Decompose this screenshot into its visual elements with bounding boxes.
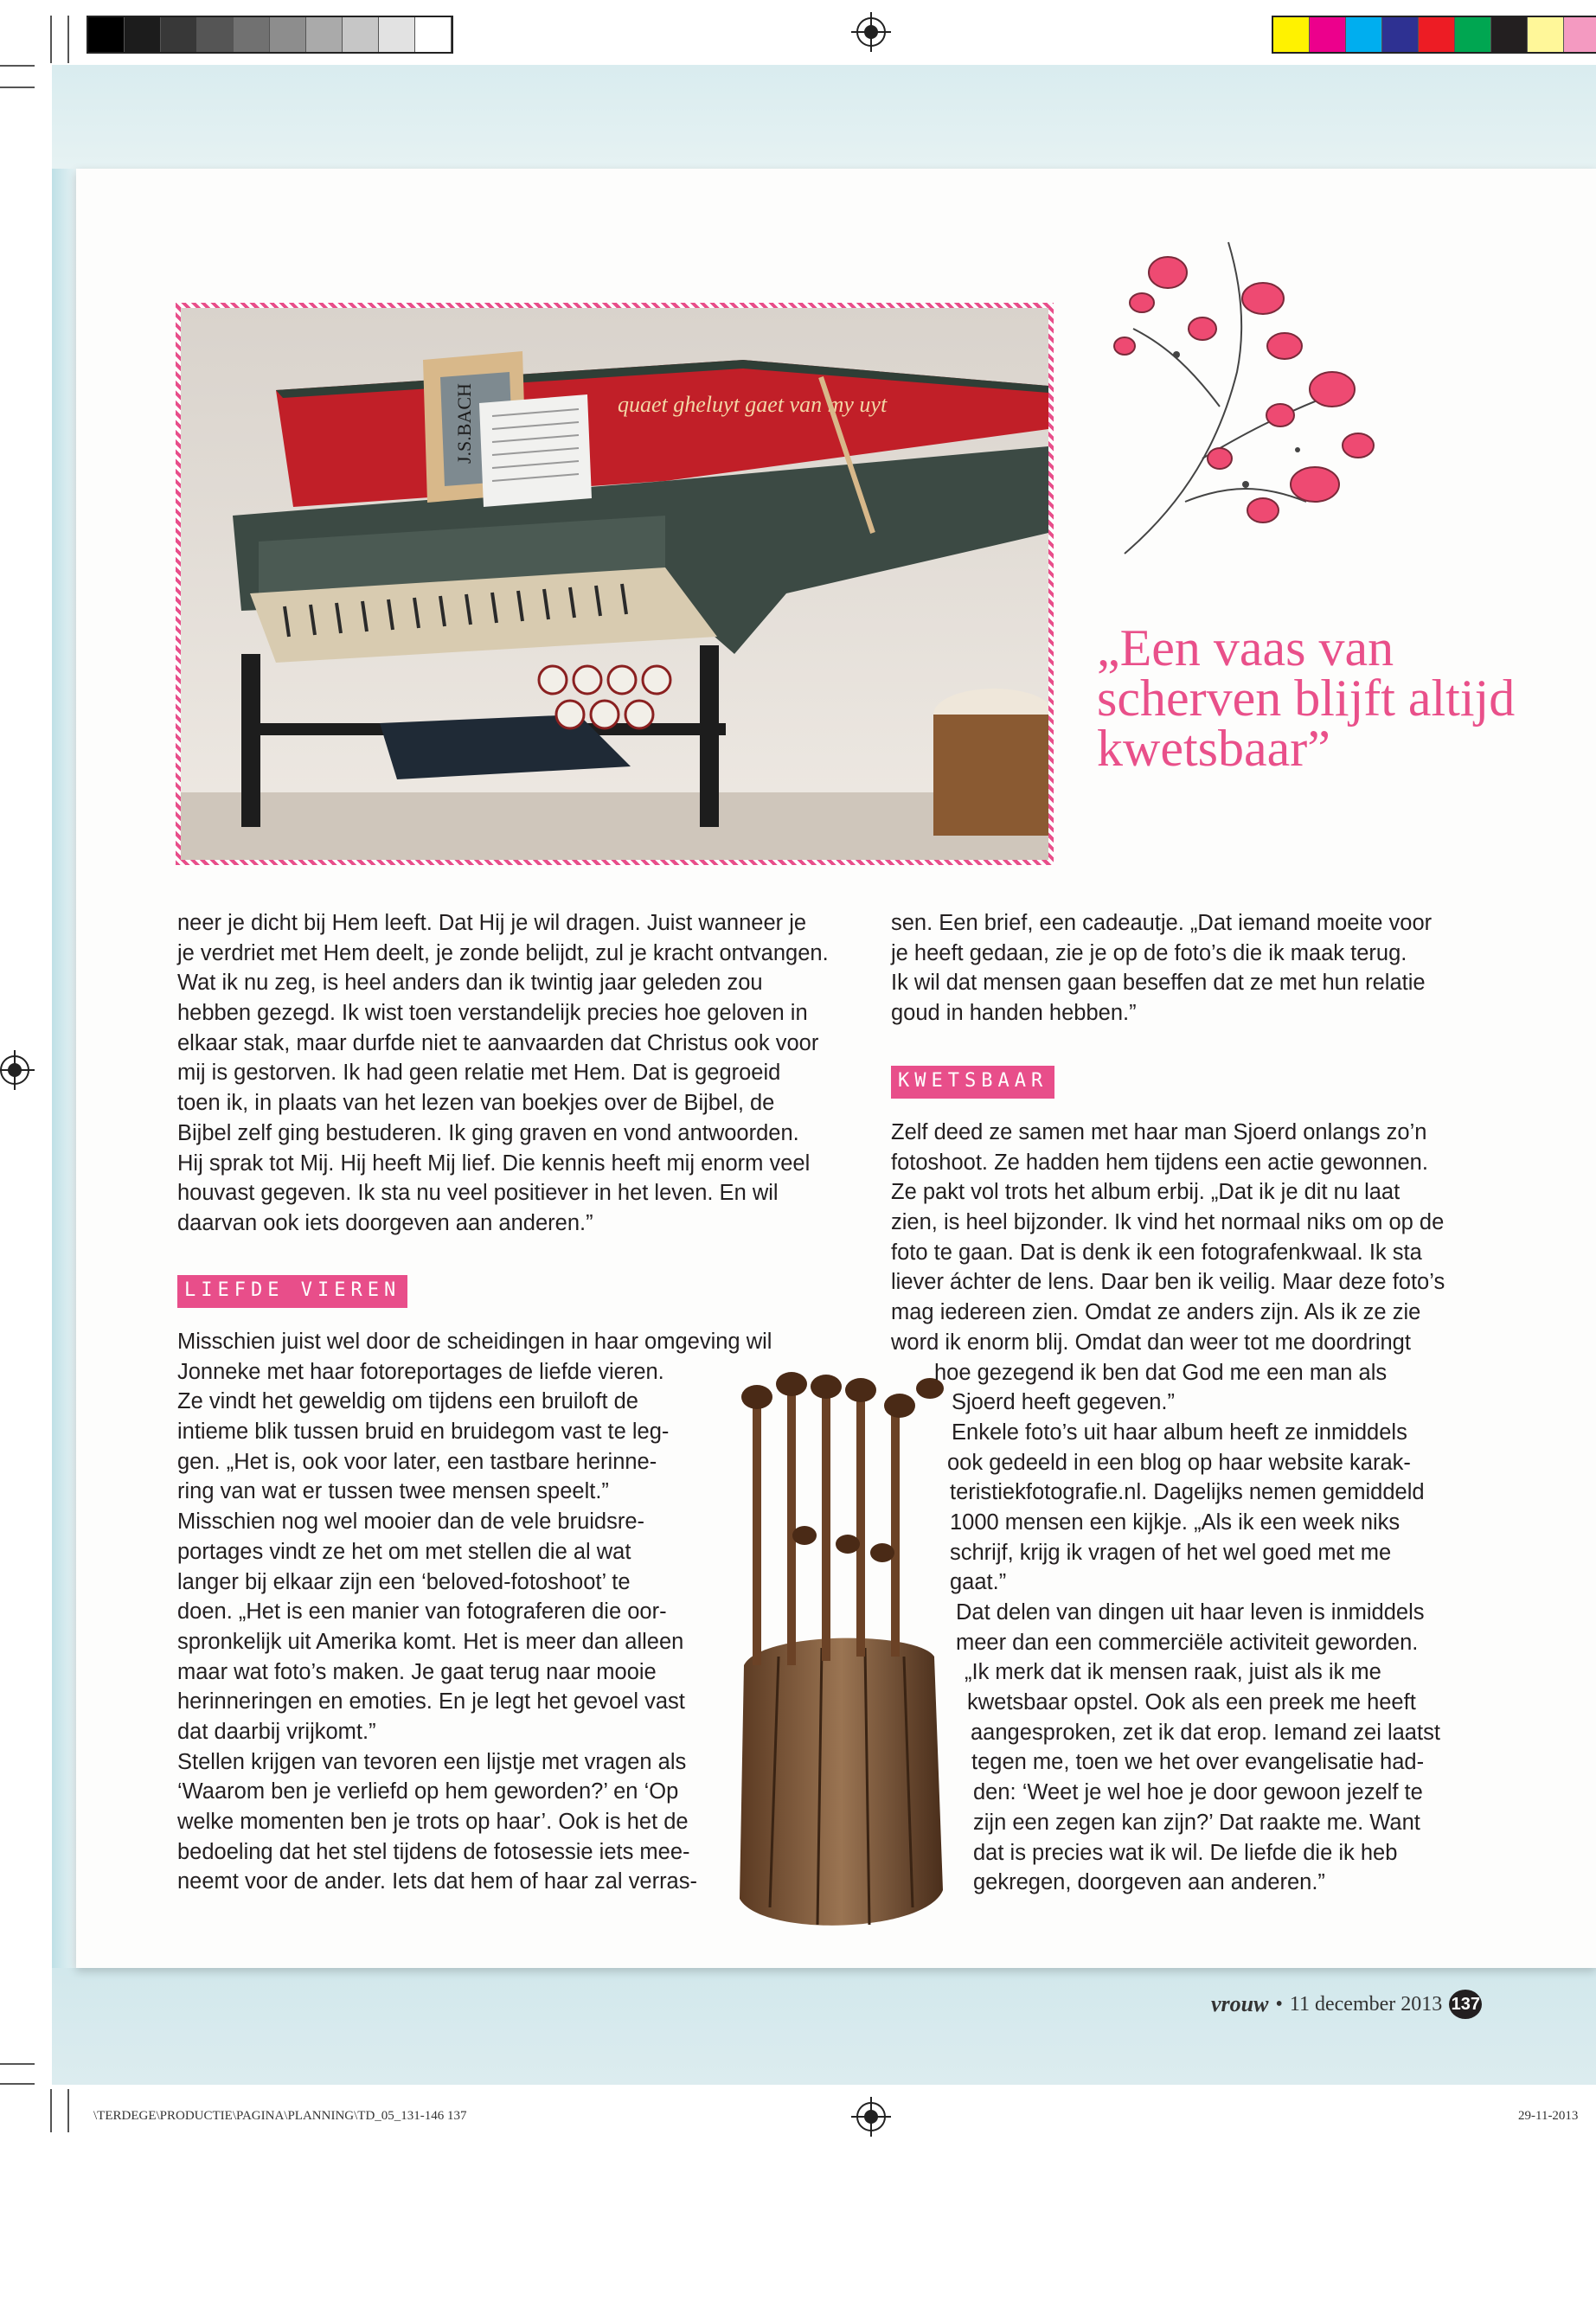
crop-mark bbox=[0, 65, 35, 67]
blossom-branch-illustration bbox=[1090, 225, 1401, 571]
text-line: gekregen, doorgeven aan anderen.” bbox=[973, 1870, 1325, 1895]
text-line: hoe gezegend ik ben dat God me een man als bbox=[934, 1360, 1388, 1385]
crop-mark bbox=[50, 2089, 52, 2132]
crop-mark bbox=[67, 16, 69, 63]
text-line: intieme blik tussen bruid en bruidegom vast te leg- bbox=[177, 1420, 670, 1445]
issue-date: 11 december 2013 bbox=[1289, 1992, 1443, 2016]
background-texture-bottom bbox=[52, 1968, 1596, 2085]
text-line: toen ik, in plaats van het lezen van boekjes over de Bijbel, de bbox=[177, 1091, 775, 1116]
text-line: langer bij elkaar zijn een ‘beloved-fotoshoot’ te bbox=[177, 1569, 631, 1594]
text-line: word ik enorm blij. Omdat dan weer tot me doordringt bbox=[891, 1330, 1411, 1355]
text-line: „Ik merk dat ik mensen raak, juist als ik me bbox=[965, 1660, 1381, 1685]
text-line: houvast gegeven. Ik sta nu veel positiever in het leven. En wil bbox=[177, 1181, 779, 1206]
text-line: daarvan ook iets doorgeven aan anderen.” bbox=[177, 1210, 593, 1235]
lid-inscription: quaet gheluyt gaet van my uyt bbox=[618, 392, 888, 417]
text-line: kwetsbaar opstel. Ook als een preek me heeft bbox=[967, 1690, 1416, 1715]
background-texture-left bbox=[52, 169, 76, 1968]
text-line: Ik wil dat mensen gaan beseffen dat ze met hun relatie bbox=[891, 971, 1426, 996]
text-line: foto te gaan. Dat is denk ik een fotografenkwaal. Ik sta bbox=[891, 1240, 1422, 1265]
text-line: Sjoerd heeft gegeven.” bbox=[952, 1390, 1176, 1415]
text-line: Misschien nog wel mooier dan de vele bruidsre- bbox=[177, 1509, 645, 1535]
text-line: meer dan een commerciële activiteit geworden. bbox=[956, 1630, 1419, 1655]
text-line: je heeft gedaan, zie je op de foto’s die ik maak terug. bbox=[891, 940, 1407, 965]
text-line: neemt voor de ander. Iets dat hem of haar zal verras- bbox=[177, 1869, 697, 1894]
crop-mark bbox=[0, 2063, 35, 2065]
text-line: schrijf, krijg ik vragen of het wel goed met me bbox=[950, 1540, 1392, 1565]
text-line: 1000 mensen een kijkje. „Als ik een week niks bbox=[950, 1509, 1401, 1535]
harpsichord-illustration bbox=[181, 308, 1048, 860]
text-line: Hij sprak tot Mij. Hij heeft Mij lief. Die kennis heeft mij enorm veel bbox=[177, 1150, 811, 1176]
sheet-title: J.S.BACH bbox=[453, 383, 475, 464]
text-line: bedoeling dat het stel tijdens de fotosessie iets mee- bbox=[177, 1839, 690, 1864]
crop-mark bbox=[67, 2089, 69, 2132]
magazine-brand: vrouw bbox=[1211, 1991, 1269, 2016]
text-line: Stellen krijgen van tevoren een lijstje met vragen als bbox=[177, 1749, 687, 1774]
right-column-section bbox=[891, 1118, 1514, 1898]
text-line: elkaar stak, maar durfde niet te aanvaarden dat Christus ook voor bbox=[177, 1030, 819, 1055]
text-line: doen. „Het is een manier van fotograferen die oor- bbox=[177, 1599, 667, 1625]
text-line: Zelf deed ze samen met haar man Sjoerd onlangs zo’n bbox=[891, 1120, 1427, 1144]
text-line: goud in handen hebben.” bbox=[891, 1001, 1137, 1026]
text-line: maar wat foto’s maken. Je gaat terug naar mooie bbox=[177, 1659, 657, 1684]
registration-mark-left bbox=[0, 1055, 29, 1085]
text-line: den: ‘Weet je wel hoe je door gewoon jezelf te bbox=[973, 1780, 1423, 1805]
section-heading-kwetsbaar: KWETSBAAR bbox=[891, 1066, 1054, 1099]
text-line: ‘Waarom ben je verliefd op hem geworden?’ en ‘Op bbox=[177, 1779, 679, 1804]
text-line: teristiekfotografie.nl. Dagelijks nemen gemiddeld bbox=[950, 1480, 1425, 1505]
text-line: sen. Een brief, een cadeautje. „Dat iemand moeite voor bbox=[891, 911, 1433, 935]
text-line: welke momenten ben je trots op haar’. Ook is het de bbox=[177, 1810, 689, 1834]
text-line: Misschien juist wel door de scheidingen in haar omgeving wil bbox=[177, 1330, 772, 1354]
text-line: Bijbel zelf ging bestuderen. Ik ging graven en vond antwoorden. bbox=[177, 1120, 799, 1145]
text-line: aangesproken, zet ik dat erop. Iemand zei laatst bbox=[971, 1720, 1440, 1745]
text-line: dat daarbij vrijkomt.” bbox=[177, 1719, 376, 1744]
footer-separator: • bbox=[1275, 1992, 1283, 2016]
print-slug-path: \TERDEGE\PRODUCTIE\PAGINA\PLANNING\TD_05_131-146 137 bbox=[93, 2109, 467, 2123]
text-line: gen. „Het is, ook voor later, een tastbare herinne- bbox=[177, 1449, 657, 1474]
pull-quote: „Een vaas van scherven blijft altijd kwetsbaar” bbox=[1097, 619, 1516, 777]
text-line: spronkelijk uit Amerika komt. Het is meer dan alleen bbox=[177, 1629, 684, 1654]
cmyk-color-bar bbox=[1272, 16, 1596, 54]
text-line: herinneringen en emoties. En je legt het gevoel vast bbox=[177, 1689, 685, 1715]
left-column-intro bbox=[177, 908, 869, 1239]
text-line: ring van wat er tussen twee mensen speelt.” bbox=[177, 1479, 609, 1504]
crop-mark bbox=[0, 87, 35, 88]
text-line: Wat ik nu zeg, is heel anders dan ik twintig jaar geleden zou bbox=[177, 971, 763, 996]
text-line: fotoshoot. Ze hadden hem tijdens een actie gewonnen. bbox=[891, 1150, 1428, 1175]
text-line: Ze pakt vol trots het album erbij. „Dat ik je dit nu laat bbox=[891, 1180, 1401, 1205]
registration-mark-top bbox=[856, 17, 886, 47]
crop-mark bbox=[50, 16, 52, 63]
text-line: Ze vindt het geweldig om tijdens een bruiloft de bbox=[177, 1389, 638, 1414]
text-line: gaat.” bbox=[950, 1570, 1007, 1595]
crop-mark bbox=[0, 2083, 35, 2085]
text-line: Jonneke met haar fotoreportages de liefde vieren. bbox=[177, 1359, 664, 1384]
text-line: neer je dicht bij Hem leeft. Dat Hij je wil dragen. Juist wanneer je bbox=[177, 911, 807, 935]
text-line: je verdriet met Hem deelt, je zonde belijdt, zul je kracht ontvangen. bbox=[177, 940, 829, 965]
text-line: Enkele foto’s uit haar album heeft ze inmiddels bbox=[952, 1420, 1407, 1445]
text-line: Dat delen van dingen uit haar leven is inmiddels bbox=[956, 1600, 1425, 1625]
harpsichord-photo bbox=[176, 303, 1054, 865]
text-line: mij is gestorven. Ik had geen relatie met Hem. Dat is gegroeid bbox=[177, 1061, 781, 1086]
text-line: tegen me, toen we het over evangelisatie had- bbox=[971, 1750, 1425, 1775]
text-line: liever áchter de lens. Daar ben ik veilig. Maar deze foto’s bbox=[891, 1270, 1445, 1295]
text-line: ook gedeeld in een blog op haar website karak- bbox=[947, 1450, 1411, 1475]
grayscale-color-bar bbox=[87, 16, 453, 54]
page-footer bbox=[1211, 1990, 1482, 2019]
text-line: portages vindt ze het om met stellen die al wat bbox=[177, 1539, 631, 1564]
section-heading-liefde-vieren: LIEFDE VIEREN bbox=[177, 1275, 407, 1308]
text-line: mag iedereen zien. Omdat ze anders zijn. Als ik ze zie bbox=[891, 1300, 1421, 1325]
page-number: 137 bbox=[1449, 1990, 1482, 2019]
text-line: hebben gezegd. Ik wist toen verstandelijk precies hoe geloven in bbox=[177, 1001, 808, 1026]
print-slug-date: 29-11-2013 bbox=[1518, 2109, 1579, 2123]
text-line: dat is precies wat ik wil. De liefde die ik heb bbox=[973, 1840, 1398, 1865]
text-line: zijn een zegen kan zijn?’ Dat raakte me. Want bbox=[973, 1810, 1420, 1835]
right-column-intro bbox=[891, 908, 1514, 1029]
text-line: zien, is heel bijzonder. Ik vind het normaal niks om op de bbox=[891, 1210, 1445, 1235]
background-texture-top bbox=[52, 65, 1596, 169]
registration-mark-bottom bbox=[856, 2102, 886, 2131]
